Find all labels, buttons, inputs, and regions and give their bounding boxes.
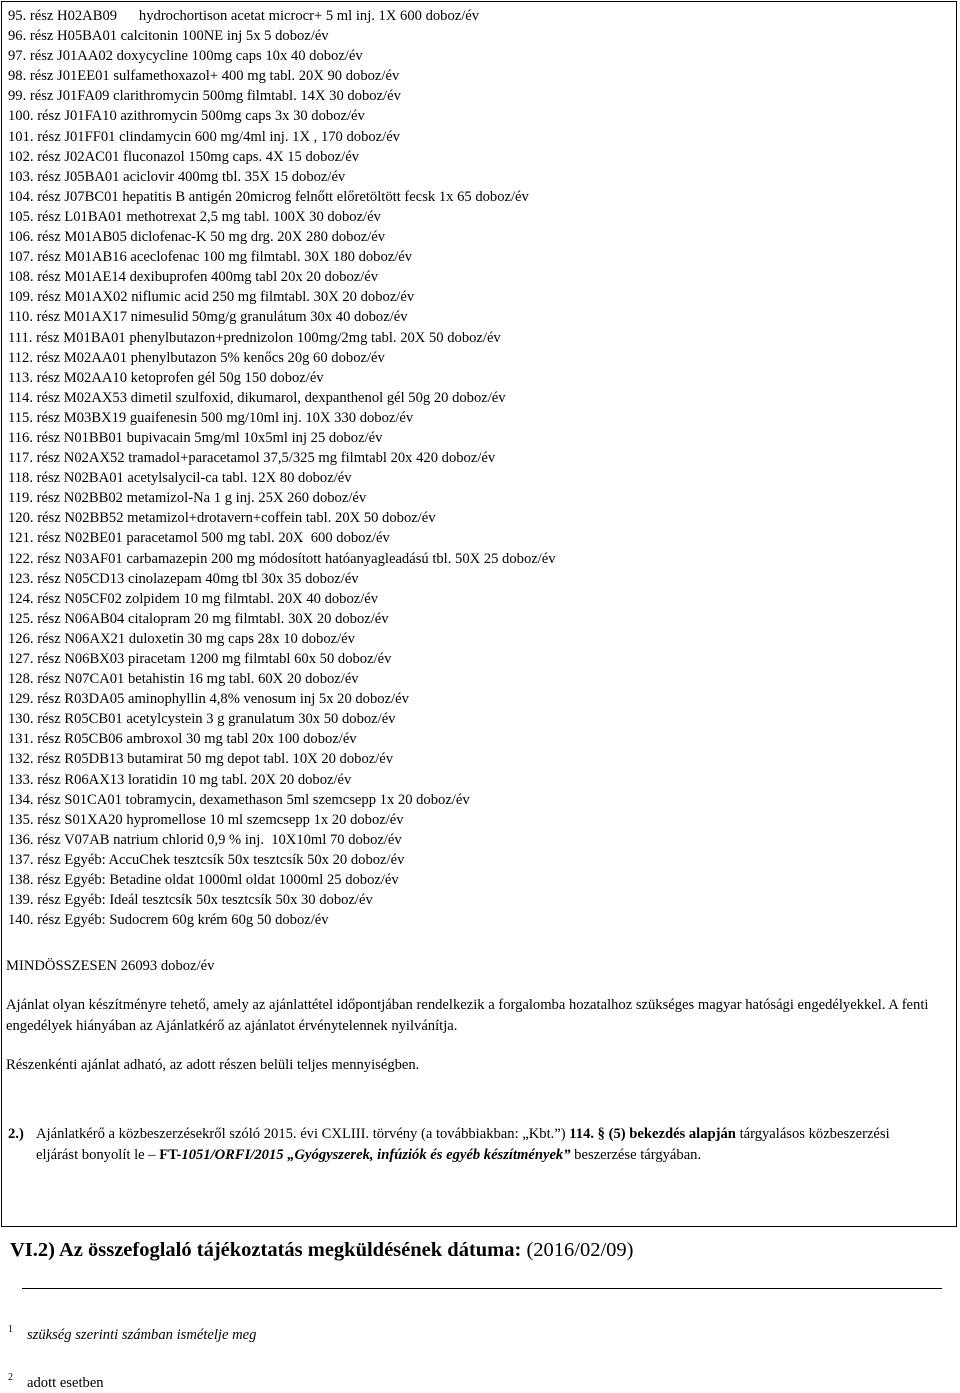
list-item: 135. rész S01XA20 hypromellose 10 ml szemcsepp 1x 20 doboz/év	[8, 811, 404, 828]
section-2-bold-1: 114. § (5) bekezdés alapján	[569, 1126, 736, 1142]
content-frame	[1, 1, 957, 1227]
list-item: 128. rész N07CA01 betahistin 16 mg tabl. 60X 20 doboz/év	[8, 671, 359, 688]
footnote-2	[8, 1368, 104, 1393]
section-2-number: 2.)	[8, 1126, 24, 1142]
footnote-2-text: adott esetben	[27, 1375, 104, 1391]
footnote-divider	[22, 1288, 942, 1289]
list-item: 113. rész M02AA10 ketoprofen gél 50g 150 doboz/év	[8, 369, 324, 386]
footnote-2-mark: 2	[8, 1372, 13, 1383]
section-2-procedure-title: 1051/ORFI/2015 „Gyógyszerek, infúziók és egyéb készítmények”	[181, 1146, 571, 1163]
vi2-date: (2016/02/09)	[521, 1239, 634, 1261]
list-item: 134. rész S01CA01 tobramycin, dexamethason 5ml szemcsepp 1x 20 doboz/év	[8, 791, 470, 808]
list-item: 96. rész H05BA01 calcitonin 100NE inj 5x 5 doboz/év	[8, 28, 329, 45]
list-item: 95. rész H02AB09 hydrochortison acetat microcr+ 5 ml inj. 1X 600 doboz/év	[8, 8, 480, 24]
list-item: 99. rész J01FA09 clarithromycin 500mg filmtabl. 14X 30 doboz/év	[8, 88, 401, 105]
vi2-label: VI.2) Az összefoglaló tájékoztatás megküldésének dátuma:	[10, 1239, 522, 1261]
list-item: 105. rész L01BA01 methotrexat 2,5 mg tabl. 100X 30 doboz/év	[8, 208, 381, 225]
list-item: 119. rész N02BB02 metamizol-Na 1 g inj. 25X 260 doboz/év	[8, 490, 367, 507]
list-item: 106. rész M01AB05 diclofenac-K 50 mg drg. 20X 280 doboz/év	[8, 229, 386, 246]
list-item: 140. rész Egyéb: Sudocrem 60g krém 60g 50 doboz/év	[8, 912, 329, 929]
list-item: 98. rész J01EE01 sulfamethoxazol+ 400 mg tabl. 20X 90 doboz/év	[8, 68, 400, 85]
total-line: MINDÖSSZESEN 26093 doboz/év	[6, 958, 215, 974]
list-item: 122. rész N03AF01 carbamazepin 200 mg módosított hatóanyagleadású tbl. 50X 25 doboz/év	[8, 550, 556, 567]
list-item: 111. rész M01BA01 phenylbutazon+prednizolon 100mg/2mg tabl. 20X 50 doboz/év	[8, 329, 501, 346]
section-2	[8, 1124, 916, 1165]
list-item: 104. rész J07BC01 hepatitis B antigén 20microg felnőtt előretöltött fecsk 1x 65 doboz/év	[8, 188, 529, 205]
list-item: 129. rész R03DA05 aminophyllin 4,8% venosum inj 5x 20 doboz/év	[8, 691, 409, 708]
list-item: 116. rész N01BB01 bupivacain 5mg/ml 10x5ml inj 25 doboz/év	[8, 429, 383, 446]
section-2-text-1: Ajánlatkérő a közbeszerzésekről szóló 2015. évi CXLIII. törvény (a továbbiakban: „Kbt.”)	[36, 1126, 570, 1142]
section-2-bold-2: FT-	[159, 1146, 182, 1163]
list-item: 138. rész Egyéb: Betadine oldat 1000ml oldat 1000ml 25 doboz/év	[8, 872, 399, 889]
vi2-heading	[10, 1236, 634, 1264]
partial-offer-paragraph: Részenkénti ajánlat adható, az adott részen belüli teljes mennyiségben.	[6, 1057, 420, 1073]
list-item: 121. rész N02BE01 paracetamol 500 mg tabl. 20X 600 doboz/év	[8, 530, 390, 547]
list-item: 100. rész J01FA10 azithromycin 500mg caps 3x 30 doboz/év	[8, 108, 365, 125]
list-item: 101. rész J01FF01 clindamycin 600 mg/4ml inj. 1X , 170 doboz/év	[8, 128, 400, 145]
section-2-text-3: beszerzése tárgyában.	[570, 1146, 702, 1163]
eligibility-paragraph: Ajánlat olyan készítményre tehető, amely az ajánlattétel időpontjában rendelkezik a forgalomba hozatalhoz szükséges magyar hatósági engedélyekkel. A fenti engedélyek hiányában az Ajánlatkérő az ajánlatot érvénytelennek nyilvánítja.	[6, 997, 929, 1034]
list-item: 124. rész N05CF02 zolpidem 10 mg filmtabl. 20X 40 doboz/év	[8, 590, 379, 607]
list-item: 115. rész M03BX19 guaifenesin 500 mg/10ml inj. 10X 330 doboz/év	[8, 409, 414, 426]
footnote-1-text: szükség szerinti számban ismételje meg	[27, 1327, 257, 1343]
list-item: 114. rész M02AX53 dimetil szulfoxid, dikumarol, dexpanthenol gél 50g 20 doboz/év	[8, 389, 506, 406]
list-item: 97. rész J01AA02 doxycycline 100mg caps 10x 40 doboz/év	[8, 48, 363, 65]
list-item: 123. rész N05CD13 cinolazepam 40mg tbl 30x 35 doboz/év	[8, 570, 359, 587]
list-item: 126. rész N06AX21 duloxetin 30 mg caps 28x 10 doboz/év	[8, 630, 355, 647]
list-item: 110. rész M01AX17 nimesulid 50mg/g granulátum 30x 40 doboz/év	[8, 309, 408, 326]
list-item: 125. rész N06AB04 citalopram 20 mg filmtabl. 30X 20 doboz/év	[8, 610, 389, 627]
list-item: 117. rész N02AX52 tramadol+paracetamol 37,5/325 mg filmtabl 20x 420 doboz/év	[8, 450, 496, 467]
list-item: 132. rész R05DB13 butamirat 50 mg depot tabl. 10X 20 doboz/év	[8, 751, 394, 768]
footnote-1-mark: 1	[8, 1324, 13, 1335]
item-list	[8, 6, 956, 930]
list-item: 131. rész R05CB06 ambroxol 30 mg tabl 20x 100 doboz/év	[8, 731, 357, 748]
list-item: 136. rész V07AB natrium chlorid 0,9 % inj. 10X10ml 70 doboz/év	[8, 831, 402, 848]
list-item: 112. rész M02AA01 phenylbutazon 5% kenőcs 20g 60 doboz/év	[8, 349, 385, 366]
footnote-1	[8, 1320, 256, 1345]
list-item: 130. rész R05CB01 acetylcystein 3 g granulatum 30x 50 doboz/év	[8, 711, 396, 728]
list-item: 107. rész M01AB16 aceclofenac 100 mg filmtabl. 30X 180 doboz/év	[8, 249, 413, 266]
list-item: 102. rész J02AC01 fluconazol 150mg caps. 4X 15 doboz/év	[8, 148, 359, 165]
section-2-text-2: tárgyalásos közbeszerzési eljárást bonyolít le –	[36, 1126, 890, 1163]
list-item: 103. rész J05BA01 aciclovir 400mg tbl. 35X 15 doboz/év	[8, 168, 346, 185]
list-item: 109. rész M01AX02 niflumic acid 250 mg filmtabl. 30X 20 doboz/év	[8, 289, 415, 306]
list-item: 127. rész N06BX03 piracetam 1200 mg filmtabl 60x 50 doboz/év	[8, 651, 392, 667]
list-item: 133. rész R06AX13 loratidin 10 mg tabl. 20X 20 doboz/év	[8, 771, 352, 788]
list-item: 137. rész Egyéb: AccuChek tesztcsík 50x tesztcsík 50x 20 doboz/év	[8, 851, 405, 868]
list-item: 118. rész N02BA01 acetylsalycil-ca tabl. 12X 80 doboz/év	[8, 470, 352, 487]
list-item: 120. rész N02BB52 metamizol+drotavern+coffein tabl. 20X 50 doboz/év	[8, 510, 436, 527]
list-item: 108. rész M01AE14 dexibuprofen 400mg tabl 20x 20 doboz/év	[8, 269, 379, 286]
list-item: 139. rész Egyéb: Ideál tesztcsík 50x tesztcsík 50x 30 doboz/év	[8, 892, 373, 909]
